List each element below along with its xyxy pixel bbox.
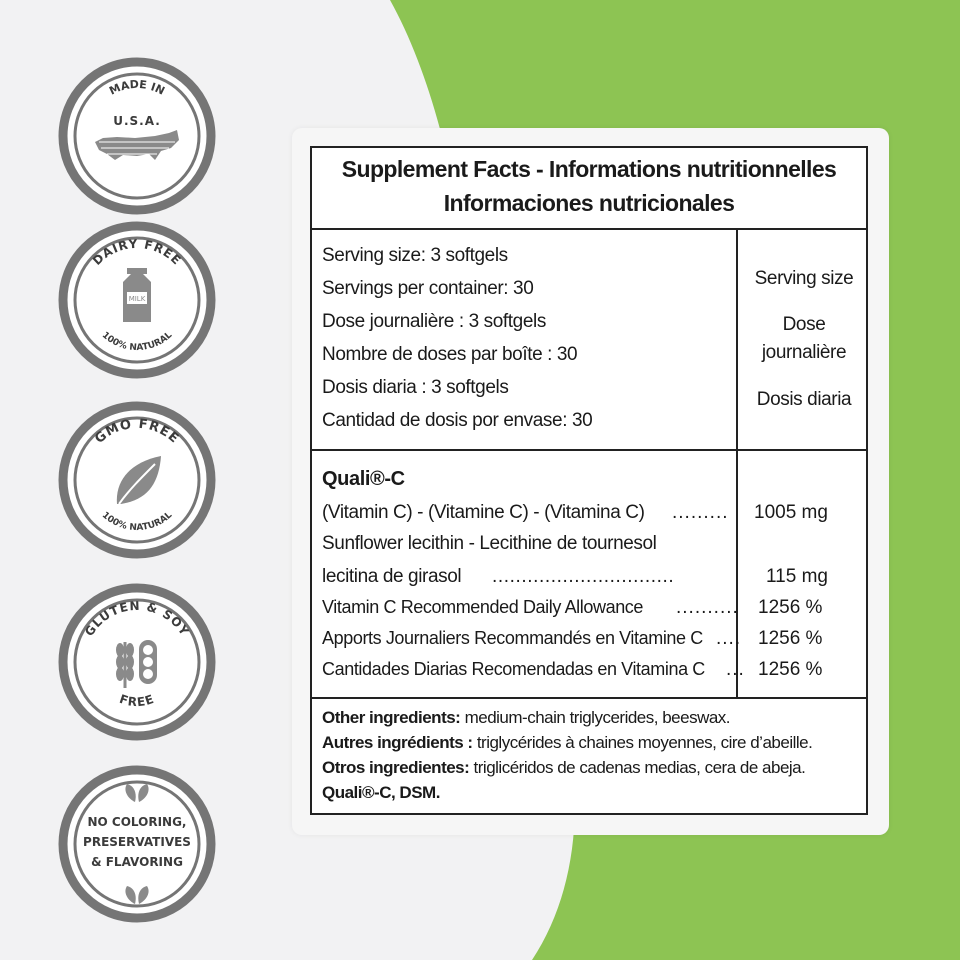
badge-top-text: MADE IN	[107, 77, 167, 98]
ingredients-fr-text: triglycérides à chaines moyennes, cire d’abeille.	[472, 733, 813, 752]
ingredients-en-label: Other ingredients:	[322, 708, 461, 727]
brand-note: Quali®-C, DSM.	[322, 783, 440, 802]
serving-size-header: Serving size	[754, 268, 854, 289]
badge-bottom-text: FREE	[117, 691, 157, 710]
milk-label: MILK	[128, 295, 146, 303]
divider	[312, 449, 866, 451]
badge-bottom-text: 100% NATURAL	[99, 330, 175, 354]
lecithin-label: Sunflower lecithin - Lecithine de tournesol	[322, 533, 657, 554]
serving-line: Servings per container: 30	[322, 278, 534, 299]
gmo-free-badge	[57, 400, 217, 560]
serving-line: Cantidad de dosis por envase: 30	[322, 410, 593, 431]
ingredients-es	[322, 758, 805, 778]
badge-line-3: & FLAVORING	[91, 855, 183, 869]
dosis-header: Dosis diaria	[756, 389, 852, 410]
rda-value: 1256 %	[758, 597, 823, 618]
rda-label: Cantidades Diarias Recomendadas en Vitamina C	[322, 659, 705, 679]
divider	[312, 697, 866, 699]
facts-title-line-1: Supplement Facts - Informations nutritionnelles	[341, 156, 837, 182]
serving-line: Nombre de doses par boîte : 30	[322, 344, 578, 365]
rda-value: 1256 %	[758, 628, 823, 649]
serving-line: Serving size: 3 softgels	[322, 245, 508, 266]
rda-label: Apports Journaliers Recommandés en Vitamine C	[322, 628, 703, 648]
vitamin-c-amount: 1005 mg	[754, 502, 828, 523]
badge-bottom-text: 100% NATURAL	[99, 510, 175, 534]
no-coloring-badge	[57, 764, 217, 924]
badge-top-text: DAIRY FREE	[89, 236, 185, 268]
rda-value: 1256 %	[758, 659, 823, 680]
ingredients-fr-label: Autres ingrédients :	[322, 733, 473, 752]
ingredients-es-label: Otros ingredientes:	[322, 758, 470, 777]
badge-line-1: NO COLORING,	[87, 815, 187, 829]
ingredients-fr	[322, 733, 812, 753]
leader-dots: .........	[672, 502, 729, 523]
leader-dots: ...............................	[492, 566, 675, 587]
divider	[312, 228, 866, 230]
product-name: Quali®-C	[322, 468, 405, 490]
badge-top-text: GMO FREE	[92, 416, 182, 447]
dose-header-line-1: Dose	[782, 314, 826, 335]
vitamin-c-label: (Vitamin C) - (Vitamine C) - (Vitamina C)	[322, 502, 645, 523]
made-in-usa-badge	[57, 56, 217, 216]
lecithin-amount: 115 mg	[766, 566, 828, 587]
ingredients-es-text: triglicéridos de cadenas medias, cera de abeja.	[469, 758, 806, 777]
serving-line: Dosis diaria : 3 softgels	[322, 377, 509, 398]
serving-line: Dose journalière : 3 softgels	[322, 311, 546, 332]
ingredients-en	[322, 708, 730, 728]
lecithin-label: lecitina de girasol	[322, 566, 462, 587]
badge-top-text: GLUTEN & SOY	[82, 598, 192, 639]
leader-dots: ...	[726, 659, 745, 680]
badge-center-text: U.S.A.	[113, 114, 161, 128]
facts-title-line-2: Informaciones nutricionales	[443, 190, 735, 216]
gluten-soy-free-badge	[57, 582, 217, 742]
leader-dots: ..........	[676, 597, 739, 618]
rda-label: Vitamin C Recommended Daily Allowance	[322, 597, 644, 617]
dose-header-line-2: journalière	[761, 342, 847, 363]
leader-dots: ....	[716, 628, 742, 649]
badge-line-2: PRESERVATIVES	[83, 835, 191, 849]
dairy-free-badge	[57, 220, 217, 380]
supplement-facts-panel	[310, 146, 868, 815]
ingredients-en-text: medium-chain triglycerides, beeswax.	[460, 708, 731, 727]
